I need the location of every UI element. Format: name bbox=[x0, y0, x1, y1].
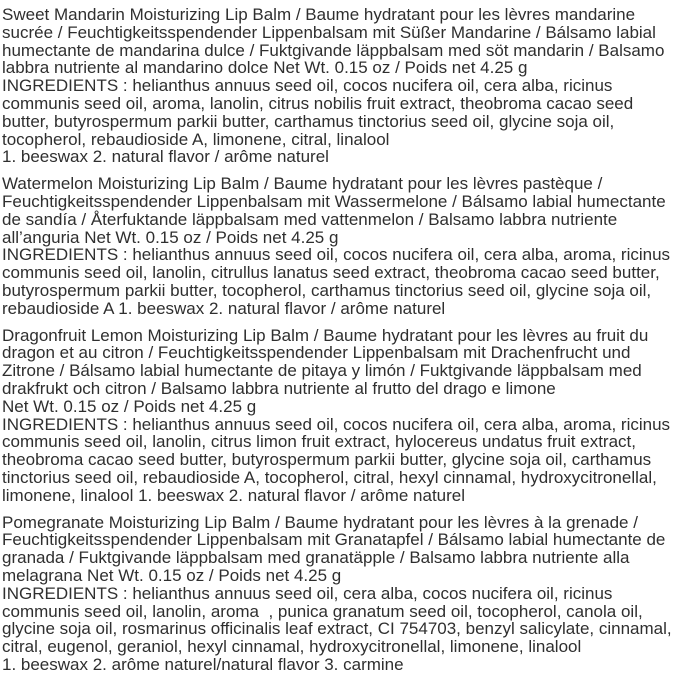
text-line: de sandía / Återfuktande läppbalsam med vattenmelon / Balsamo labbra nutriente bbox=[2, 209, 618, 229]
text-line: humectante de mandarina dulce / Fuktgivande läppbalsam med söt mandarin / Balsamo bbox=[2, 40, 665, 60]
text-line: INGREDIENTS : helianthus annuus seed oil, cocos nucifera oil, cera alba, ricinus bbox=[2, 76, 613, 96]
product-pomegranate-block bbox=[2, 514, 679, 674]
text-line: Sweet Mandarin Moisturizing Lip Balm / Baume hydratant pour les lèvres mandarine bbox=[2, 5, 636, 24]
text-line: Dragonfruit Lemon Moisturizing Lip Balm / Baume hydratant pour les lèvres au fruit du bbox=[2, 325, 649, 345]
text-line: Feuchtigkeitsspendender Lippenbalsam mit Granatapfel / Bálsamo labial humectante de bbox=[2, 530, 666, 550]
text-line: tocopherol, rebaudioside A, limonene, citral, linalool bbox=[2, 129, 390, 149]
text-line: INGREDIENTS : helianthus annuus seed oil, cocos nucifera oil, cera alba, aroma, ricinus bbox=[2, 414, 671, 434]
text-line: communis seed oil, aroma, lanolin, citrus nobilis fruit extract, theobroma cacao seed bbox=[2, 93, 634, 113]
text-line: communis seed oil, lanolin, citrus limon fruit extract, hylocereus undatus fruit extract, bbox=[2, 432, 636, 452]
text-line: citral, eugenol, geraniol, hexyl cinnamal, hydroxycitronellal, limonene, linalool bbox=[2, 637, 582, 657]
text-line: INGREDIENTS : helianthus annuus seed oil, cocos nucifera oil, cera alba, aroma, ricinus bbox=[2, 245, 671, 265]
text-line: all’anguria Net Wt. 0.15 oz / Poids net 4.25 g bbox=[2, 227, 339, 247]
text-line: Net Wt. 0.15 oz / Poids net 4.25 g bbox=[2, 396, 257, 416]
text-line: communis seed oil, lanolin, aroma , punica granatum seed oil, tocopherol, canola oil, bbox=[2, 601, 643, 621]
text-line: granada / Fuktgivande läppbalsam med granatäpple / Balsamo labbra nutriente alla bbox=[2, 548, 630, 568]
text-line: labbra nutriente al mandarino dolce Net Wt. 0.15 oz / Poids net 4.25 g bbox=[2, 58, 528, 78]
product-sweet-mandarin-block bbox=[2, 6, 679, 166]
text-line: rebaudioside A 1. beeswax 2. natural flavor / arôme naturel bbox=[2, 298, 446, 318]
text-line: theobroma cacao seed butter, butyrospermum parkii butter, glycine soja oil, carthamus bbox=[2, 450, 652, 470]
text-line: Watermelon Moisturizing Lip Balm / Baume hydratant pour les lèvres pastèque / bbox=[2, 174, 603, 194]
text-line: communis seed oil, lanolin, citrullus lanatus seed extract, theobroma cacao seed butter, bbox=[2, 263, 660, 283]
text-line: limonene, linalool 1. beeswax 2. natural flavor / arôme naturel bbox=[2, 485, 466, 505]
text-line: sucrée / Feuchtigkeitsspendender Lippenbalsam mit Süßer Mandarine / Bálsamo labial bbox=[2, 22, 656, 42]
text-line: Pomegranate Moisturizing Lip Balm / Baume hydratant pour les lèvres à la grenade / bbox=[2, 512, 638, 532]
text-line: 1. beeswax 2. arôme naturel/natural flavor 3. carmine bbox=[2, 654, 404, 674]
text-line: drakfrukt och citron / Balsamo labbra nutriente al frutto del drago e limone bbox=[2, 378, 556, 398]
product-watermelon-block bbox=[2, 175, 679, 317]
product-dragonfruit-lemon-block bbox=[2, 327, 679, 505]
text-line: butyrospermum parkii butter, tocopherol, carthamus tinctorius seed oil, glycine soja oil, bbox=[2, 280, 652, 300]
text-line: butter, butyrospermum parkii butter, carthamus tinctorius seed oil, glycine soja oil, bbox=[2, 111, 615, 131]
text-line: Zitrone / Bálsamo labial humectante de pitaya y limón / Fuktgivande läppbalsam med bbox=[2, 361, 642, 381]
text-line: 1. beeswax 2. natural flavor / arôme naturel bbox=[2, 147, 329, 167]
text-line: INGREDIENTS : helianthus annuus seed oil, cera alba, cocos nucifera oil, ricinus bbox=[2, 583, 613, 603]
text-line: dragon et au citron / Feuchtigkeitsspendender Lippenbalsam mit Drachenfrucht und bbox=[2, 343, 631, 363]
text-line: glycine soja oil, rosmarinus officinalis leaf extract, CI 754703, benzyl salicylate, cinnamal, bbox=[2, 619, 672, 639]
text-line: tinctorius seed oil, rebaudioside A, tocopherol, citral, hexyl cinnamal, hydroxycitronellal, bbox=[2, 467, 657, 487]
text-line: melagrana Net Wt. 0.15 oz / Poids net 4.25 g bbox=[2, 565, 342, 585]
text-line: Feuchtigkeitsspendender Lippenbalsam mit Wassermelone / Bálsamo labial humectante bbox=[2, 191, 666, 211]
